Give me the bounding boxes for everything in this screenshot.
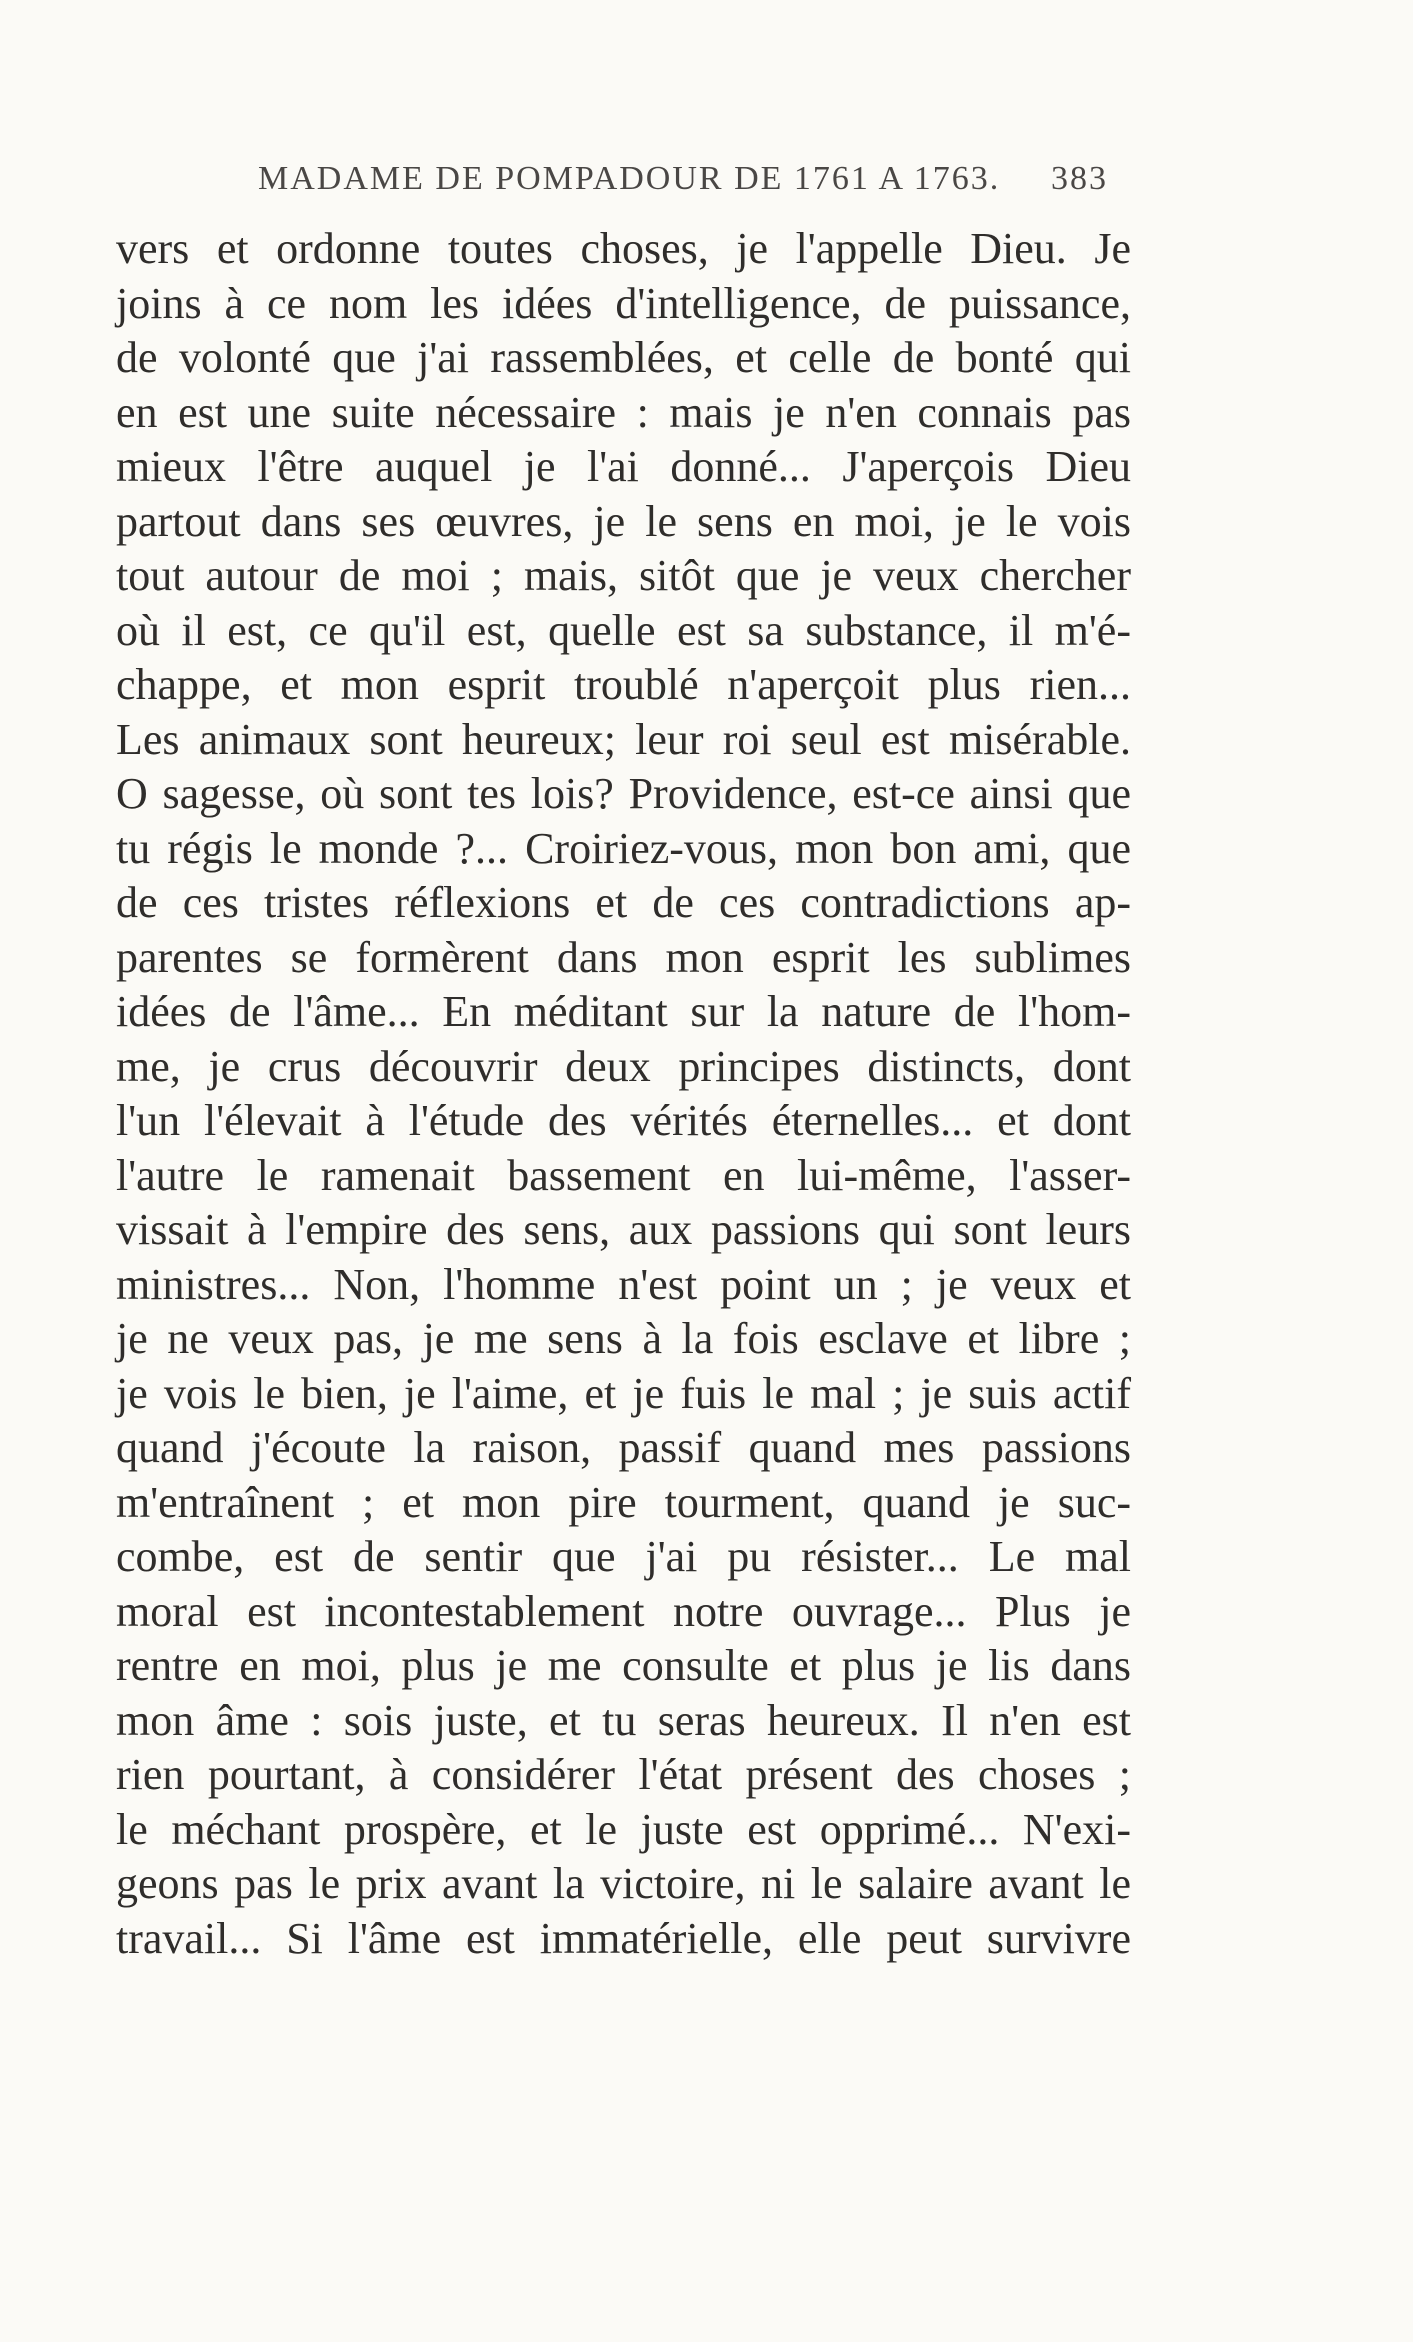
text-line: m'entraînent ; et mon pire tourment, quand je suc-	[116, 1477, 1131, 1527]
body-text	[116, 222, 1131, 1966]
text-line: rien pourtant, à considérer l'état présent des choses ;	[116, 1750, 1131, 1799]
running-head-title: MADAME DE POMPADOUR DE 1761 A 1763.	[258, 160, 1001, 197]
text-line: en est une suite nécessaire : mais je n'en connais pas	[116, 387, 1131, 437]
text-line: rentre en moi, plus je me consulte et plus je lis dans	[116, 1641, 1131, 1690]
text-line: partout dans ses œuvres, je le sens en moi, je le vois	[116, 496, 1131, 546]
text-line: mieux l'être auquel je l'ai donné... J'aperçois Dieu	[116, 442, 1131, 491]
text-line: combe, est de sentir que j'ai pu résister... Le mal	[116, 1532, 1131, 1581]
text-line: chappe, et mon esprit troublé n'aperçoit plus rien...	[116, 660, 1131, 709]
text-line: vissait à l'empire des sens, aux passions qui sont leurs	[116, 1205, 1131, 1254]
text-line: je ne veux pas, je me sens à la fois esclave et libre ;	[116, 1314, 1131, 1363]
text-line: joins à ce nom les idées d'intelligence, de puissance,	[116, 278, 1131, 328]
text-line: l'autre le ramenait bassement en lui-même, l'asser-	[116, 1150, 1131, 1200]
text-line: me, je crus découvrir deux principes distincts, dont	[116, 1041, 1131, 1091]
text-line: où il est, ce qu'il est, quelle est sa substance, il m'é-	[116, 605, 1131, 655]
text-line: O sagesse, où sont tes lois? Providence, est-ce ainsi que	[116, 769, 1131, 818]
text-line: geons pas le prix avant la victoire, ni le salaire avant le	[116, 1859, 1131, 1908]
text-line: quand j'écoute la raison, passif quand mes passions	[116, 1423, 1131, 1472]
text-line: moral est incontestablement notre ouvrage... Plus je	[116, 1586, 1131, 1636]
text-line: vers et ordonne toutes choses, je l'appelle Dieu. Je	[116, 224, 1131, 273]
text-line: de ces tristes réflexions et de ces contradictions ap-	[116, 878, 1131, 927]
page-number: 383	[1051, 160, 1108, 197]
text-line: mon âme : sois juste, et tu seras heureux. Il n'en est	[116, 1695, 1131, 1745]
text-line: tu régis le monde ?... Croiriez-vous, mon bon ami, que	[116, 823, 1131, 873]
text-line: le méchant prospère, et le juste est opprimé... N'exi-	[116, 1804, 1131, 1854]
text-line: travail... Si l'âme est immatérielle, elle peut survivre	[116, 1913, 1131, 1963]
text-line: l'un l'élevait à l'étude des vérités éternelles... et dont	[116, 1096, 1131, 1145]
text-line: Les animaux sont heureux; leur roi seul est misérable.	[116, 714, 1131, 764]
text-line: idées de l'âme... En méditant sur la nature de l'hom-	[116, 987, 1131, 1036]
text-line: ministres... Non, l'homme n'est point un ; je veux et	[116, 1259, 1131, 1309]
text-line: de volonté que j'ai rassemblées, et celle de bonté qui	[116, 333, 1131, 382]
text-line: parentes se formèrent dans mon esprit les sublimes	[116, 932, 1131, 982]
text-line: tout autour de moi ; mais, sitôt que je veux chercher	[116, 551, 1131, 600]
text-line: je vois le bien, je l'aime, et je fuis le mal ; je suis actif	[116, 1368, 1131, 1418]
running-head	[258, 160, 1108, 204]
